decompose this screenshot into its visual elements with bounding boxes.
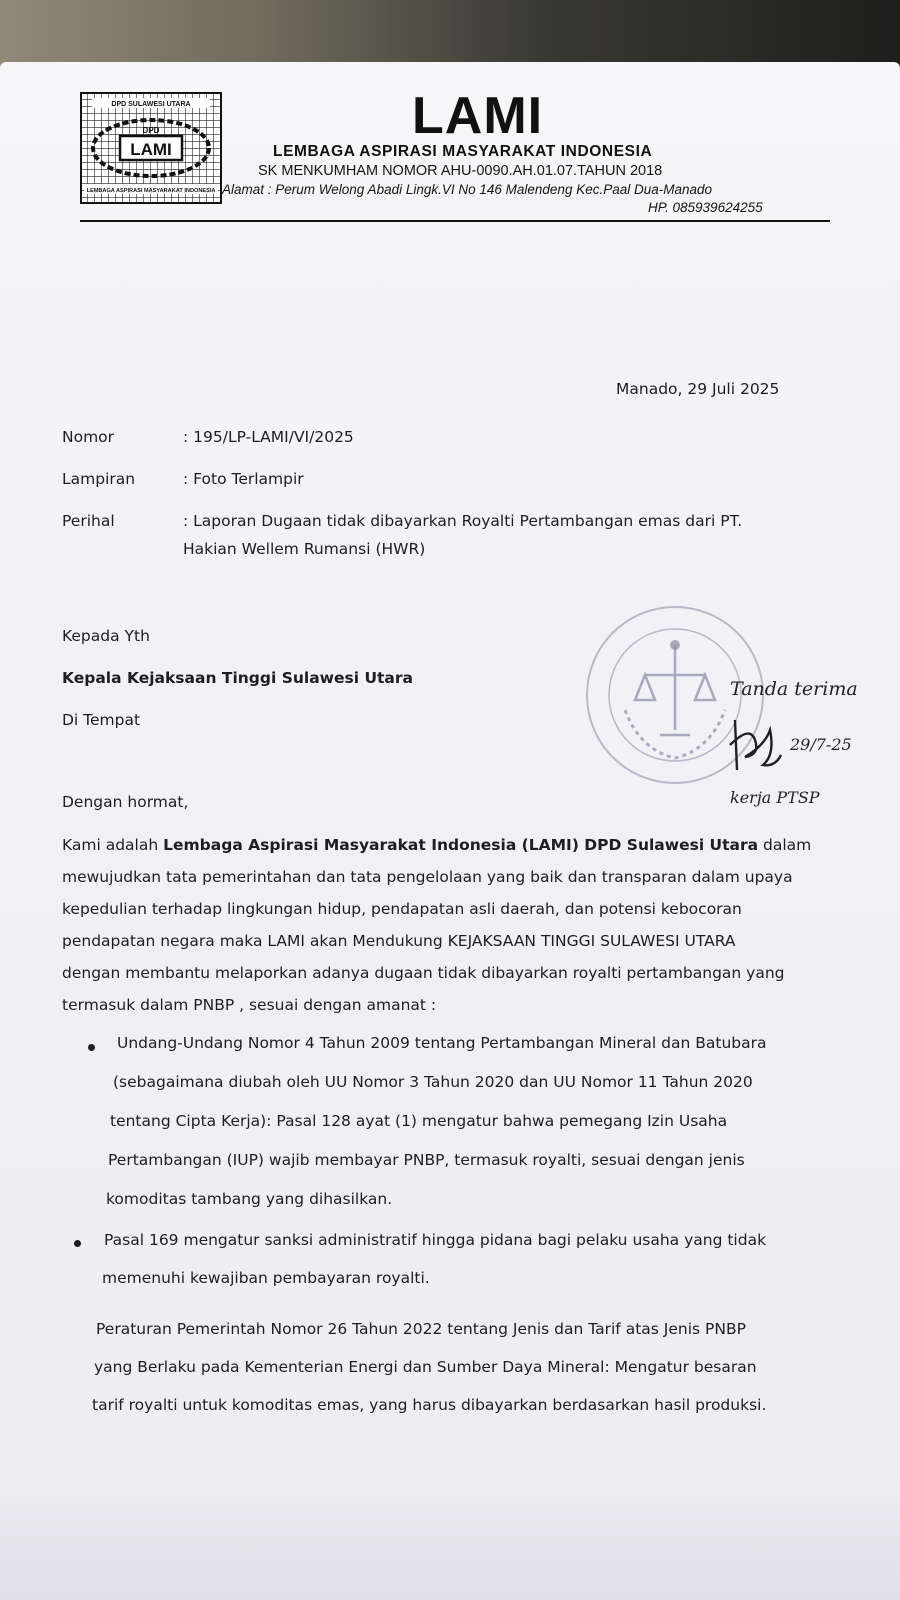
paragraph-line1-c: dalam bbox=[758, 836, 812, 854]
logo-text: LAMI bbox=[130, 140, 172, 159]
handwritten-note: kerja PTSP bbox=[730, 788, 820, 807]
org-phone: HP. 085939624255 bbox=[648, 200, 763, 215]
bullet1-line4: Pertambangan (IUP) wajib membayar PNBP, termasuk royalti, sesuai dengan jenis bbox=[108, 1151, 745, 1169]
org-decree: SK MENKUMHAM NOMOR AHU-0090.AH.01.07.TAHUN 2018 bbox=[258, 163, 663, 179]
org-abbreviation: LAMI bbox=[412, 87, 544, 145]
bullet-marker-1 bbox=[88, 1044, 95, 1051]
paragraph-line2: mewujudkan tata pemerintahan dan tata pengelolaan yang baik dan transparan dalam upaya bbox=[62, 868, 793, 886]
lami-logo bbox=[80, 92, 222, 204]
regulation-line1: Peraturan Pemerintah Nomor 26 Tahun 2022 tentang Jenis dan Tarif atas Jenis PNBP bbox=[96, 1320, 746, 1338]
addressee-line2: Kepala Kejaksaan Tinggi Sulawesi Utara bbox=[62, 669, 413, 687]
nomor-label: Nomor bbox=[62, 428, 115, 446]
regulation-line2: yang Berlaku pada Kementerian Energi dan Sumber Daya Mineral: Mengatur besaran bbox=[94, 1358, 757, 1376]
lampiran-label: Lampiran bbox=[62, 470, 136, 488]
paragraph-line1 bbox=[62, 836, 811, 854]
bullet1-line1: Undang-Undang Nomor 4 Tahun 2009 tentang Pertambangan Mineral dan Batubara bbox=[117, 1034, 767, 1052]
bullet1-line5: komoditas tambang yang dihasilkan. bbox=[106, 1190, 393, 1208]
lampiran-value: : Foto Terlampir bbox=[183, 470, 304, 488]
regulation-line3: tarif royalti untuk komoditas emas, yang harus dibayarkan berdasarkan hasil produksi. bbox=[92, 1396, 767, 1414]
org-name: LEMBAGA ASPIRASI MASYARAKAT INDONESIA bbox=[273, 143, 653, 160]
perihal-value-line2: Hakian Wellem Rumansi (HWR) bbox=[183, 540, 426, 558]
logo-top-text: DPD SULAWESI UTARA bbox=[111, 101, 191, 108]
handwritten-signature bbox=[725, 715, 785, 775]
perihal-label: Perihal bbox=[62, 512, 115, 530]
bullet1-line2: (sebagaimana diubah oleh UU Nomor 3 Tahun 2020 dan UU Nomor 11 Tahun 2020 bbox=[113, 1073, 753, 1091]
perihal-value-line1: : Laporan Dugaan tidak dibayarkan Royalti Pertambangan emas dari PT. bbox=[183, 512, 743, 530]
org-address: Alamat : Perum Welong Abadi Lingk.VI No 146 Malendeng Kec.Paal Dua-Manado bbox=[222, 182, 713, 197]
paragraph-line4: pendapatan negara maka LAMI akan Mendukung KEJAKSAAN TINGGI SULAWESI UTARA bbox=[62, 932, 736, 950]
place-date: Manado, 29 Juli 2025 bbox=[616, 380, 780, 398]
handwritten-date: 29/7-25 bbox=[790, 735, 852, 754]
paragraph-org-name: Lembaga Aspirasi Masyarakat Indonesia (LAMI) DPD Sulawesi Utara bbox=[163, 836, 759, 854]
paragraph-line5: dengan membantu melaporkan adanya dugaan tidak dibayarkan royalti pertambangan yang bbox=[62, 964, 785, 982]
handwritten-receipt-label: Tanda terima bbox=[730, 678, 858, 700]
paragraph-line1-a: Kami adalah bbox=[62, 836, 164, 854]
paragraph-line6: termasuk dalam PNBP , sesuai dengan amanat : bbox=[62, 996, 437, 1014]
bullet2-line1: Pasal 169 mengatur sanksi administratif hingga pidana bagi pelaku usaha yang tidak bbox=[104, 1231, 767, 1249]
nomor-value: : 195/LP-LAMI/VI/2025 bbox=[183, 428, 354, 446]
bullet1-line3: tentang Cipta Kerja): Pasal 128 ayat (1) mengatur bahwa pemegang Izin Usaha bbox=[110, 1112, 728, 1130]
bullet2-line2: memenuhi kewajiban pembayaran royalti. bbox=[102, 1269, 430, 1287]
addressee-line1: Kepada Yth bbox=[62, 627, 150, 645]
bullet-marker-2 bbox=[74, 1240, 81, 1247]
paragraph-line3: kepedulian terhadap lingkungan hidup, pendapatan asli daerah, dan potensi kebocoran bbox=[62, 900, 742, 918]
logo-dpd: DPD bbox=[142, 126, 160, 135]
logo-bottom-text: LEMBAGA ASPIRASI MASYARAKAT INDONESIA bbox=[86, 188, 216, 194]
paper-shadow bbox=[0, 1480, 900, 1600]
addressee-line3: Di Tempat bbox=[62, 711, 141, 729]
greeting: Dengan hormat, bbox=[62, 793, 189, 811]
header-divider bbox=[80, 220, 830, 222]
